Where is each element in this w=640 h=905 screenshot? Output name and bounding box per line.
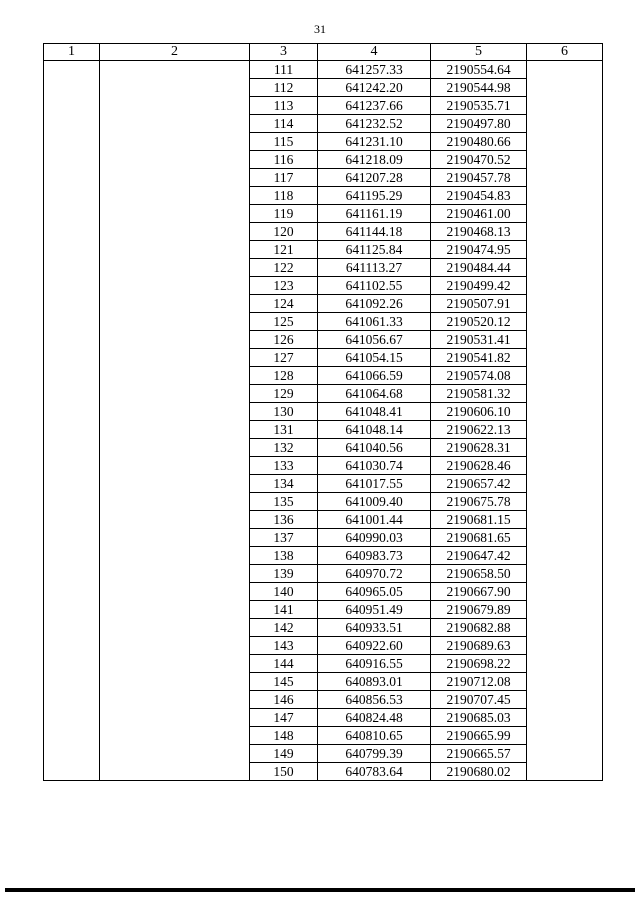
- y-coordinate-cell: 2190680.02: [431, 763, 527, 781]
- x-coordinate-cell: 641218.09: [318, 151, 431, 169]
- y-coordinate-cell: 2190544.98: [431, 79, 527, 97]
- x-coordinate-cell: 641257.33: [318, 61, 431, 79]
- y-coordinate-cell: 2190679.89: [431, 601, 527, 619]
- y-coordinate-cell: 2190454.83: [431, 187, 527, 205]
- x-coordinate-cell: 641237.66: [318, 97, 431, 115]
- x-coordinate-cell: 640970.72: [318, 565, 431, 583]
- x-coordinate-cell: 641009.40: [318, 493, 431, 511]
- point-number-cell: 127: [250, 349, 318, 367]
- point-number-cell: 123: [250, 277, 318, 295]
- x-coordinate-cell: 641161.19: [318, 205, 431, 223]
- y-coordinate-cell: 2190531.41: [431, 331, 527, 349]
- y-coordinate-cell: 2190468.13: [431, 223, 527, 241]
- y-coordinate-cell: 2190499.42: [431, 277, 527, 295]
- header-col-3: 3: [250, 44, 318, 61]
- x-coordinate-cell: 640951.49: [318, 601, 431, 619]
- point-number-cell: 120: [250, 223, 318, 241]
- x-coordinate-cell: 641242.20: [318, 79, 431, 97]
- col-6-merged-cell: [527, 61, 603, 781]
- point-number-cell: 126: [250, 331, 318, 349]
- point-number-cell: 132: [250, 439, 318, 457]
- x-coordinate-cell: 641040.56: [318, 439, 431, 457]
- y-coordinate-cell: 2190658.50: [431, 565, 527, 583]
- header-col-6: 6: [527, 44, 603, 61]
- y-coordinate-cell: 2190554.64: [431, 61, 527, 79]
- y-coordinate-cell: 2190470.52: [431, 151, 527, 169]
- point-number-cell: 112: [250, 79, 318, 97]
- x-coordinate-cell: 641061.33: [318, 313, 431, 331]
- page-number: 31: [314, 22, 326, 36]
- x-coordinate-cell: 641144.18: [318, 223, 431, 241]
- point-number-cell: 145: [250, 673, 318, 691]
- point-number-cell: 117: [250, 169, 318, 187]
- point-number-cell: 138: [250, 547, 318, 565]
- x-coordinate-cell: 641064.68: [318, 385, 431, 403]
- y-coordinate-cell: 2190689.63: [431, 637, 527, 655]
- x-coordinate-cell: 640933.51: [318, 619, 431, 637]
- point-number-cell: 128: [250, 367, 318, 385]
- point-number-cell: 143: [250, 637, 318, 655]
- point-number-cell: 129: [250, 385, 318, 403]
- x-coordinate-cell: 641017.55: [318, 475, 431, 493]
- y-coordinate-cell: 2190497.80: [431, 115, 527, 133]
- x-coordinate-cell: 641207.28: [318, 169, 431, 187]
- col-1-merged-cell: [44, 61, 100, 781]
- point-number-cell: 137: [250, 529, 318, 547]
- y-coordinate-cell: 2190667.90: [431, 583, 527, 601]
- point-number-cell: 111: [250, 61, 318, 79]
- y-coordinate-cell: 2190685.03: [431, 709, 527, 727]
- header-col-4: 4: [318, 44, 431, 61]
- x-coordinate-cell: 640916.55: [318, 655, 431, 673]
- x-coordinate-cell: 641125.84: [318, 241, 431, 259]
- y-coordinate-cell: 2190507.91: [431, 295, 527, 313]
- point-number-cell: 149: [250, 745, 318, 763]
- y-coordinate-cell: 2190606.10: [431, 403, 527, 421]
- x-coordinate-cell: 641231.10: [318, 133, 431, 151]
- y-coordinate-cell: 2190657.42: [431, 475, 527, 493]
- point-number-cell: 130: [250, 403, 318, 421]
- y-coordinate-cell: 2190628.31: [431, 439, 527, 457]
- x-coordinate-cell: 640983.73: [318, 547, 431, 565]
- y-coordinate-cell: 2190665.99: [431, 727, 527, 745]
- y-coordinate-cell: 2190681.15: [431, 511, 527, 529]
- table-row: [44, 61, 603, 79]
- x-coordinate-cell: 640893.01: [318, 673, 431, 691]
- x-coordinate-cell: 641054.15: [318, 349, 431, 367]
- y-coordinate-cell: 2190541.82: [431, 349, 527, 367]
- x-coordinate-cell: 641056.67: [318, 331, 431, 349]
- point-number-cell: 116: [250, 151, 318, 169]
- x-coordinate-cell: 640990.03: [318, 529, 431, 547]
- point-number-cell: 121: [250, 241, 318, 259]
- x-coordinate-cell: 641066.59: [318, 367, 431, 385]
- y-coordinate-cell: 2190484.44: [431, 259, 527, 277]
- y-coordinate-cell: 2190474.95: [431, 241, 527, 259]
- point-number-cell: 124: [250, 295, 318, 313]
- x-coordinate-cell: 640810.65: [318, 727, 431, 745]
- point-number-cell: 125: [250, 313, 318, 331]
- point-number-cell: 146: [250, 691, 318, 709]
- point-number-cell: 135: [250, 493, 318, 511]
- x-coordinate-cell: 641048.41: [318, 403, 431, 421]
- y-coordinate-cell: 2190682.88: [431, 619, 527, 637]
- x-coordinate-cell: 640922.60: [318, 637, 431, 655]
- x-coordinate-cell: 641113.27: [318, 259, 431, 277]
- y-coordinate-cell: 2190520.12: [431, 313, 527, 331]
- col-2-merged-cell: [100, 61, 250, 781]
- header-col-1: 1: [44, 44, 100, 61]
- x-coordinate-cell: 641001.44: [318, 511, 431, 529]
- point-number-cell: 139: [250, 565, 318, 583]
- y-coordinate-cell: 2190712.08: [431, 673, 527, 691]
- point-number-cell: 122: [250, 259, 318, 277]
- x-coordinate-cell: 641195.29: [318, 187, 431, 205]
- y-coordinate-cell: 2190707.45: [431, 691, 527, 709]
- point-number-cell: 142: [250, 619, 318, 637]
- point-number-cell: 147: [250, 709, 318, 727]
- header-col-2: 2: [100, 44, 250, 61]
- point-number-cell: 136: [250, 511, 318, 529]
- y-coordinate-cell: 2190581.32: [431, 385, 527, 403]
- y-coordinate-cell: 2190681.65: [431, 529, 527, 547]
- point-number-cell: 144: [250, 655, 318, 673]
- point-number-cell: 119: [250, 205, 318, 223]
- y-coordinate-cell: 2190574.08: [431, 367, 527, 385]
- x-coordinate-cell: 640856.53: [318, 691, 431, 709]
- point-number-cell: 118: [250, 187, 318, 205]
- y-coordinate-cell: 2190665.57: [431, 745, 527, 763]
- bottom-rule: [5, 888, 635, 892]
- x-coordinate-cell: 641030.74: [318, 457, 431, 475]
- header-col-5: 5: [431, 44, 527, 61]
- point-number-cell: 113: [250, 97, 318, 115]
- coordinates-table: [43, 43, 603, 781]
- x-coordinate-cell: 641232.52: [318, 115, 431, 133]
- x-coordinate-cell: 640783.64: [318, 763, 431, 781]
- point-number-cell: 133: [250, 457, 318, 475]
- y-coordinate-cell: 2190535.71: [431, 97, 527, 115]
- y-coordinate-cell: 2190457.78: [431, 169, 527, 187]
- point-number-cell: 114: [250, 115, 318, 133]
- y-coordinate-cell: 2190622.13: [431, 421, 527, 439]
- x-coordinate-cell: 640799.39: [318, 745, 431, 763]
- point-number-cell: 150: [250, 763, 318, 781]
- point-number-cell: 131: [250, 421, 318, 439]
- point-number-cell: 115: [250, 133, 318, 151]
- x-coordinate-cell: 640824.48: [318, 709, 431, 727]
- x-coordinate-cell: 641102.55: [318, 277, 431, 295]
- x-coordinate-cell: 640965.05: [318, 583, 431, 601]
- y-coordinate-cell: 2190480.66: [431, 133, 527, 151]
- point-number-cell: 134: [250, 475, 318, 493]
- y-coordinate-cell: 2190698.22: [431, 655, 527, 673]
- x-coordinate-cell: 641092.26: [318, 295, 431, 313]
- y-coordinate-cell: 2190628.46: [431, 457, 527, 475]
- y-coordinate-cell: 2190647.42: [431, 547, 527, 565]
- x-coordinate-cell: 641048.14: [318, 421, 431, 439]
- table-header-row: [44, 44, 603, 61]
- table-body: [44, 61, 603, 781]
- y-coordinate-cell: 2190461.00: [431, 205, 527, 223]
- point-number-cell: 140: [250, 583, 318, 601]
- point-number-cell: 141: [250, 601, 318, 619]
- point-number-cell: 148: [250, 727, 318, 745]
- y-coordinate-cell: 2190675.78: [431, 493, 527, 511]
